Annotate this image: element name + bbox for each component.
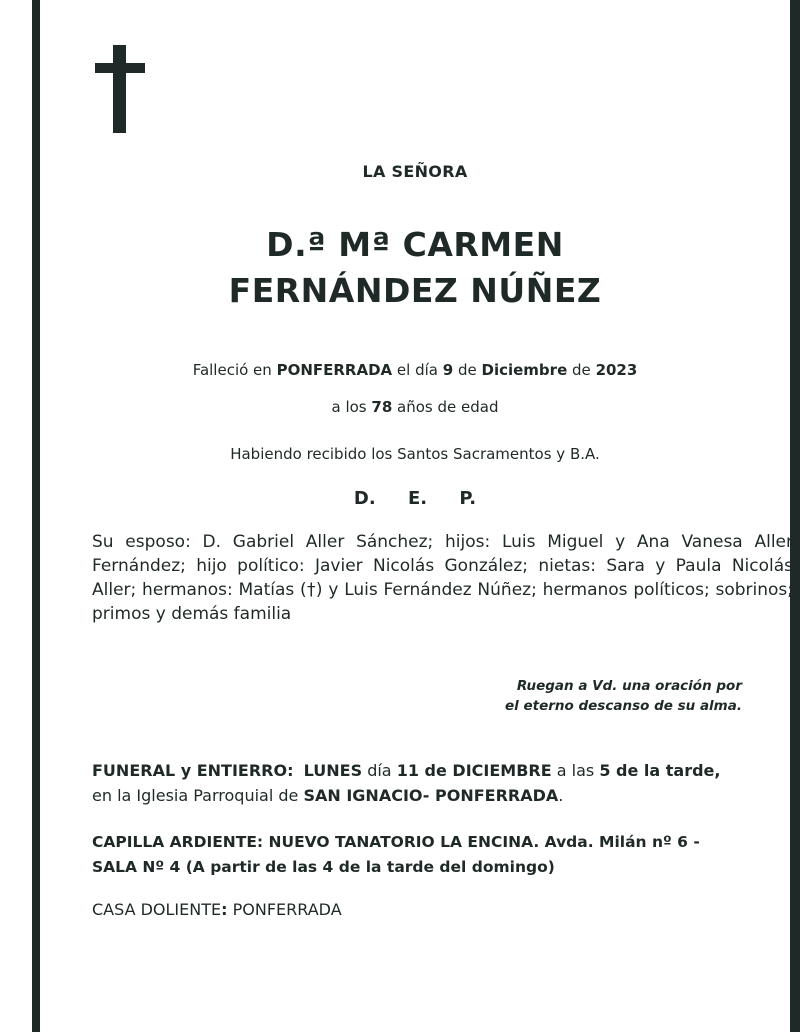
- capilla-ardiente: CAPILLA ARDIENTE: NUEVO TANATORIO LA ENCINA. Avda. Milán nº 6 - SALA Nº 4 (A partir de las 4 de la tarde del domingo): [92, 833, 700, 876]
- death-day: 9: [442, 361, 454, 379]
- name-line-1: D.ª Mª CARMEN: [266, 225, 564, 264]
- funeral-label: FUNERAL y ENTIERRO:: [92, 761, 294, 780]
- death-month: Diciembre: [481, 361, 568, 379]
- death-year: 2023: [595, 361, 638, 379]
- casa-doliente: CASA DOLIENTE: PONFERRADA: [92, 900, 342, 919]
- dep-line: D. E. P.: [353, 488, 477, 509]
- name-line-2: FERNÁNDEZ NÚÑEZ: [228, 271, 602, 310]
- obituary-page: [40, 0, 793, 1032]
- deceased-name: [40, 222, 790, 314]
- latin-cross-icon: [95, 45, 145, 133]
- family-list: Su esposo: D. Gabriel Aller Sánchez; hijos: Luis Miguel y Ana Vanesa Aller Fernández; hijo político: Javier Nicolás González; nietas: Sara y Paula Nicolás Aller; hermanos: Matías (†) y Luis Fernández Núñez; hermanos políticos; sobrinos; primos y demás familia: [92, 532, 793, 624]
- death-info: Falleció en PONFERRADA el día 9 de Diciembre de 2023: [192, 361, 638, 379]
- funeral-weekday: LUNES: [303, 761, 363, 780]
- prayer-request: Ruegan a Vd. una oración por el eterno descanso de su alma.: [505, 678, 742, 714]
- death-place: PONFERRADA: [276, 361, 393, 379]
- funeral-church: SAN IGNACIO- PONFERRADA: [303, 786, 559, 805]
- funeral-date: 11 de DICIEMBRE: [396, 761, 552, 780]
- age-info: a los 78 años de edad: [331, 398, 499, 416]
- title: LA SEÑORA: [362, 162, 468, 181]
- funeral-info: FUNERAL y ENTIERRO: LUNES día 11 de DICIEMBRE a las 5 de la tarde, en la Iglesia Parroquial de SAN IGNACIO- PONFERRADA.: [92, 761, 721, 805]
- sacraments-line: Habiendo recibido los Santos Sacramentos y B.A.: [230, 445, 600, 463]
- funeral-time: 5 de la tarde,: [599, 761, 721, 780]
- age-years: 78: [371, 398, 393, 416]
- left-border: [32, 0, 40, 1032]
